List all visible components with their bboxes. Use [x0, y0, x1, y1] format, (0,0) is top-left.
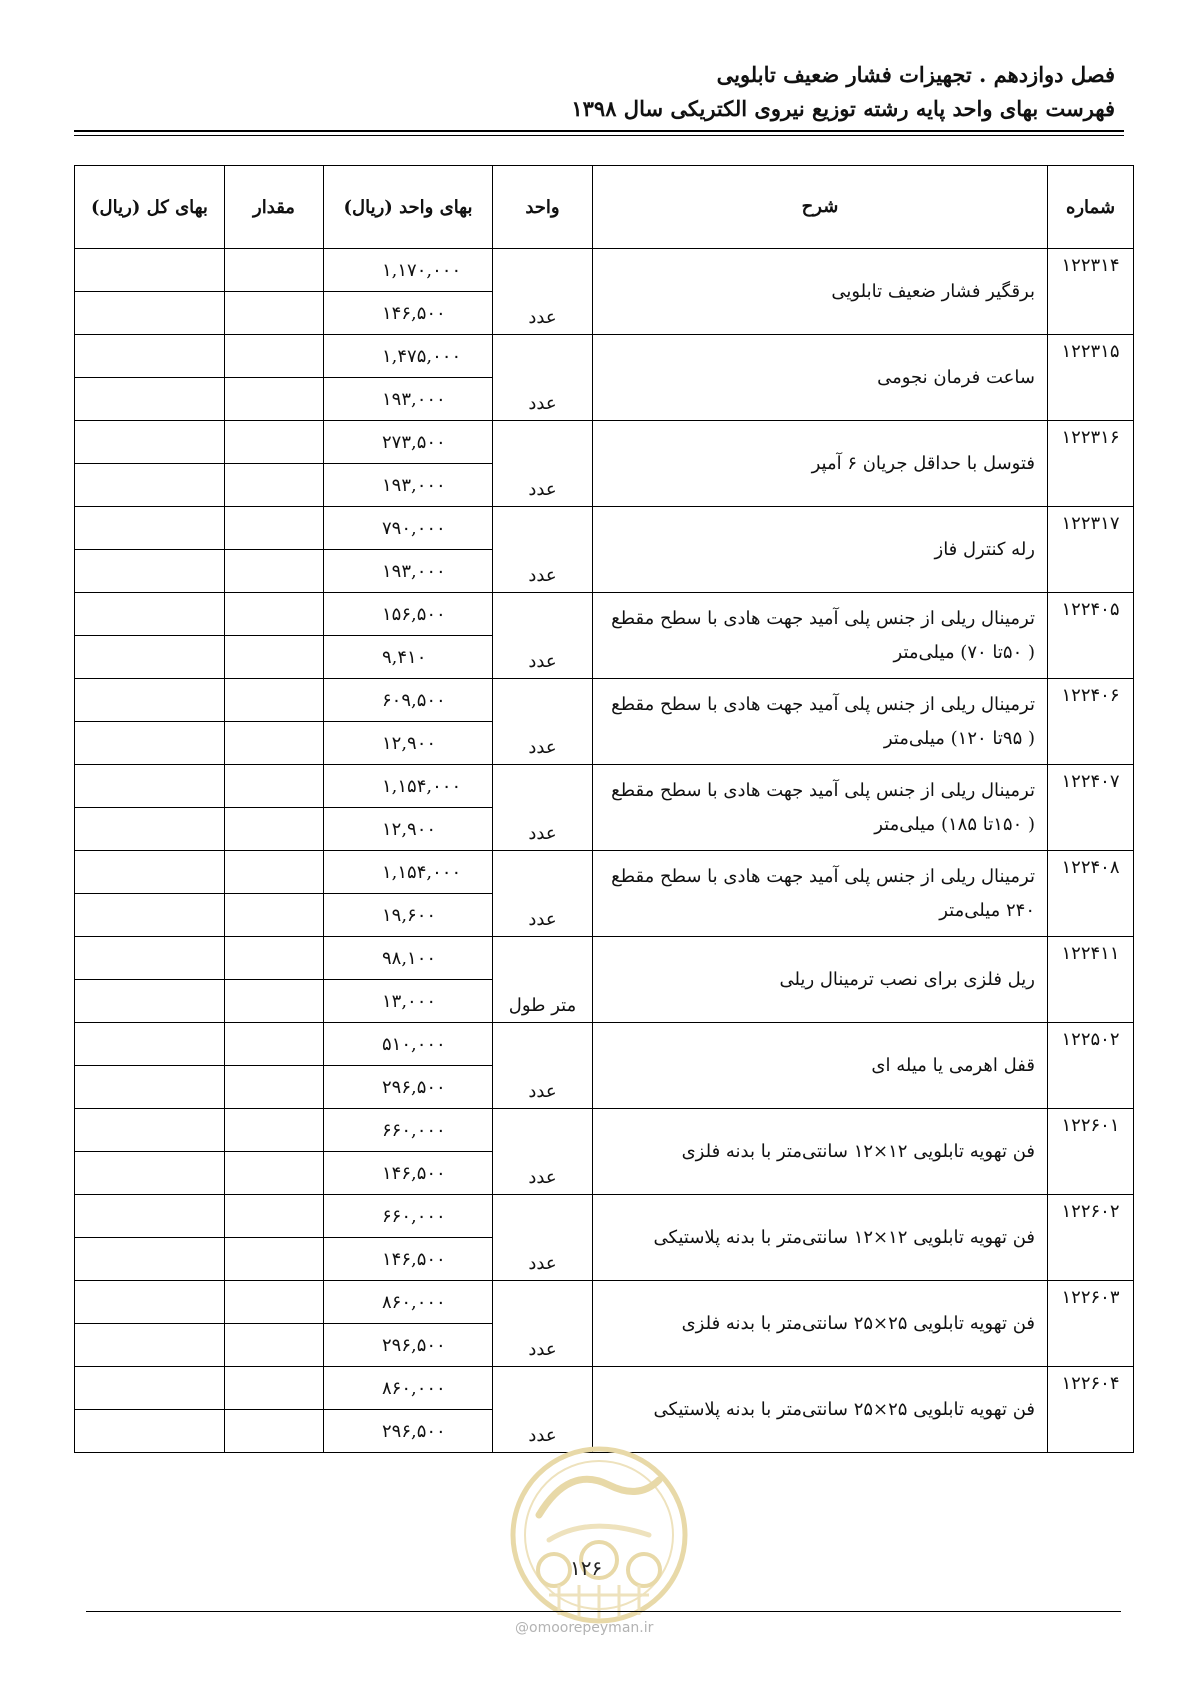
total-price-cell [75, 335, 225, 378]
item-number: ۱۲۲۶۰۱ [1048, 1109, 1134, 1195]
total-price-cell [75, 1281, 225, 1324]
total-price-cell [75, 1324, 225, 1367]
unit-price-2: ۱۴۶,۵۰۰ [324, 1238, 493, 1281]
page-number: ۱۲۶ [570, 1556, 603, 1580]
table-row [75, 1195, 1134, 1238]
col-header-quantity: مقدار [225, 166, 324, 249]
table-row [75, 851, 1134, 894]
unit-price-2: ۱۲,۹۰۰ [324, 808, 493, 851]
unit-price-2: ۱۳,۰۰۰ [324, 980, 493, 1023]
total-price-cell [75, 378, 225, 421]
item-unit: عدد [493, 249, 593, 335]
quantity-cell [225, 1324, 324, 1367]
unit-price-1: ۱,۱۷۰,۰۰۰ [324, 249, 493, 292]
quantity-cell [225, 1367, 324, 1410]
item-description: ترمینال ریلی از جنس پلی آمید جهت هادی با سطح مقطع ( ۱۵۰تا ۱۸۵) میلی‌متر [593, 765, 1048, 851]
total-price-cell [75, 636, 225, 679]
table-row [75, 1109, 1134, 1152]
total-price-cell [75, 894, 225, 937]
total-price-cell [75, 1152, 225, 1195]
total-price-cell [75, 765, 225, 808]
table-row [75, 249, 1134, 292]
quantity-cell [225, 1281, 324, 1324]
total-price-cell [75, 679, 225, 722]
total-price-cell [75, 1066, 225, 1109]
unit-price-1: ۸۶۰,۰۰۰ [324, 1367, 493, 1410]
unit-price-1: ۲۷۳,۵۰۰ [324, 421, 493, 464]
item-number: ۱۲۲۳۱۷ [1048, 507, 1134, 593]
table-row [75, 937, 1134, 980]
table-row [75, 1281, 1134, 1324]
unit-price-1: ۹۸,۱۰۰ [324, 937, 493, 980]
item-unit: عدد [493, 679, 593, 765]
item-description: ترمینال ریلی از جنس پلی آمید جهت هادی با سطح مقطع ( ۵۰تا ۷۰) میلی‌متر [593, 593, 1048, 679]
col-header-description: شرح [593, 166, 1048, 249]
unit-price-2: ۱۴۶,۵۰۰ [324, 292, 493, 335]
total-price-cell [75, 980, 225, 1023]
document-title: فهرست بهای واحد پایه رشته توزیع نیروی الکتریکی سال ۱۳۹۸ [571, 96, 1115, 121]
quantity-cell [225, 808, 324, 851]
item-description: فن تهویه تابلویی ۲۵×۲۵ سانتی‌متر با بدنه پلاستیکی [593, 1367, 1048, 1453]
quantity-cell [225, 1109, 324, 1152]
watermark-text: @omoorepeyman.ir [515, 1620, 654, 1636]
item-number: ۱۲۲۳۱۵ [1048, 335, 1134, 421]
footer-rule [86, 1611, 1121, 1612]
price-table [74, 165, 1134, 1453]
table-body [75, 249, 1134, 1453]
item-number: ۱۲۲۶۰۳ [1048, 1281, 1134, 1367]
quantity-cell [225, 550, 324, 593]
item-unit: عدد [493, 507, 593, 593]
quantity-cell [225, 679, 324, 722]
item-description: قفل اهرمی یا میله ای [593, 1023, 1048, 1109]
quantity-cell [225, 292, 324, 335]
quantity-cell [225, 378, 324, 421]
quantity-cell [225, 507, 324, 550]
quantity-cell [225, 722, 324, 765]
header-rule-thick [74, 130, 1124, 132]
item-number: ۱۲۲۵۰۲ [1048, 1023, 1134, 1109]
total-price-cell [75, 550, 225, 593]
unit-price-2: ۱۲,۹۰۰ [324, 722, 493, 765]
unit-price-1: ۱,۱۵۴,۰۰۰ [324, 851, 493, 894]
item-description: فن تهویه تابلویی ۱۲×۱۲ سانتی‌متر با بدنه فلزی [593, 1109, 1048, 1195]
item-description: رله کنترل فاز [593, 507, 1048, 593]
unit-price-2: ۱۹۳,۰۰۰ [324, 378, 493, 421]
unit-price-1: ۷۹۰,۰۰۰ [324, 507, 493, 550]
unit-price-1: ۵۱۰,۰۰۰ [324, 1023, 493, 1066]
item-description: ترمینال ریلی از جنس پلی آمید جهت هادی با سطح مقطع ( ۹۵تا ۱۲۰) میلی‌متر [593, 679, 1048, 765]
unit-price-2: ۲۹۶,۵۰۰ [324, 1324, 493, 1367]
unit-price-2: ۱۴۶,۵۰۰ [324, 1152, 493, 1195]
quantity-cell [225, 765, 324, 808]
item-description: فن تهویه تابلویی ۱۲×۱۲ سانتی‌متر با بدنه پلاستیکی [593, 1195, 1048, 1281]
total-price-cell [75, 937, 225, 980]
unit-price-1: ۱,۱۵۴,۰۰۰ [324, 765, 493, 808]
item-number: ۱۲۲۳۱۴ [1048, 249, 1134, 335]
total-price-cell [75, 851, 225, 894]
table-row [75, 335, 1134, 378]
unit-price-1: ۶۰۹,۵۰۰ [324, 679, 493, 722]
total-price-cell [75, 808, 225, 851]
unit-price-1: ۱,۴۷۵,۰۰۰ [324, 335, 493, 378]
total-price-cell [75, 464, 225, 507]
item-description: فن تهویه تابلویی ۲۵×۲۵ سانتی‌متر با بدنه فلزی [593, 1281, 1048, 1367]
quantity-cell [225, 421, 324, 464]
table-header-row [75, 166, 1134, 249]
item-description: برقگیر فشار ضعیف تابلویی [593, 249, 1048, 335]
item-unit: عدد [493, 851, 593, 937]
quantity-cell [225, 851, 324, 894]
item-number: ۱۲۲۴۰۶ [1048, 679, 1134, 765]
item-description: ریل فلزی برای نصب ترمینال ریلی [593, 937, 1048, 1023]
total-price-cell [75, 1109, 225, 1152]
quantity-cell [225, 1238, 324, 1281]
total-price-cell [75, 249, 225, 292]
item-number: ۱۲۲۴۰۵ [1048, 593, 1134, 679]
table-row [75, 507, 1134, 550]
page-header [65, 58, 1115, 126]
total-price-cell [75, 421, 225, 464]
unit-price-1: ۶۶۰,۰۰۰ [324, 1109, 493, 1152]
total-price-cell [75, 292, 225, 335]
item-number: ۱۲۲۴۱۱ [1048, 937, 1134, 1023]
quantity-cell [225, 980, 324, 1023]
item-description: ترمینال ریلی از جنس پلی آمید جهت هادی با سطح مقطع ۲۴۰ میلی‌متر [593, 851, 1048, 937]
unit-price-2: ۲۹۶,۵۰۰ [324, 1066, 493, 1109]
quantity-cell [225, 894, 324, 937]
col-header-total-price: بهای کل (ریال) [75, 166, 225, 249]
col-header-unit: واحد [493, 166, 593, 249]
total-price-cell [75, 1023, 225, 1066]
item-unit: عدد [493, 1023, 593, 1109]
unit-price-1: ۱۵۶,۵۰۰ [324, 593, 493, 636]
quantity-cell [225, 1066, 324, 1109]
item-unit: عدد [493, 1195, 593, 1281]
item-unit: عدد [493, 335, 593, 421]
item-unit: عدد [493, 593, 593, 679]
quantity-cell [225, 1023, 324, 1066]
col-header-number: شماره [1048, 166, 1134, 249]
chapter-title: فصل دوازدهم . تجهیزات فشار ضعیف تابلویی [716, 62, 1115, 87]
total-price-cell [75, 1410, 225, 1453]
quantity-cell [225, 1195, 324, 1238]
table-row [75, 679, 1134, 722]
unit-price-2: ۱۹۳,۰۰۰ [324, 550, 493, 593]
header-rule-thin [74, 135, 1124, 136]
total-price-cell [75, 593, 225, 636]
quantity-cell [225, 937, 324, 980]
table-row [75, 421, 1134, 464]
total-price-cell [75, 1367, 225, 1410]
quantity-cell [225, 464, 324, 507]
item-unit: عدد [493, 1281, 593, 1367]
table-row [75, 593, 1134, 636]
unit-price-2: ۱۹,۶۰۰ [324, 894, 493, 937]
item-description: ساعت فرمان نجومی [593, 335, 1048, 421]
item-number: ۱۲۲۳۱۶ [1048, 421, 1134, 507]
unit-price-2: ۹,۴۱۰ [324, 636, 493, 679]
item-unit: عدد [493, 421, 593, 507]
table-row [75, 765, 1134, 808]
item-unit: متر طول [493, 937, 593, 1023]
quantity-cell [225, 335, 324, 378]
total-price-cell [75, 1195, 225, 1238]
unit-price-1: ۸۶۰,۰۰۰ [324, 1281, 493, 1324]
unit-price-2: ۲۹۶,۵۰۰ [324, 1410, 493, 1453]
item-unit: عدد [493, 1109, 593, 1195]
item-number: ۱۲۲۴۰۸ [1048, 851, 1134, 937]
total-price-cell [75, 722, 225, 765]
table-row [75, 1367, 1134, 1410]
item-number: ۱۲۲۴۰۷ [1048, 765, 1134, 851]
total-price-cell [75, 507, 225, 550]
item-number: ۱۲۲۶۰۴ [1048, 1367, 1134, 1453]
quantity-cell [225, 593, 324, 636]
col-header-unit-price: بهای واحد (ریال) [324, 166, 493, 249]
quantity-cell [225, 1152, 324, 1195]
table-row [75, 1023, 1134, 1066]
quantity-cell [225, 249, 324, 292]
item-unit: عدد [493, 765, 593, 851]
unit-price-2: ۱۹۳,۰۰۰ [324, 464, 493, 507]
total-price-cell [75, 1238, 225, 1281]
item-description: فتوسل با حداقل جریان ۶ آمپر [593, 421, 1048, 507]
quantity-cell [225, 636, 324, 679]
quantity-cell [225, 1410, 324, 1453]
item-number: ۱۲۲۶۰۲ [1048, 1195, 1134, 1281]
seal-logo-icon [509, 1445, 689, 1625]
item-unit: عدد [493, 1367, 593, 1453]
unit-price-1: ۶۶۰,۰۰۰ [324, 1195, 493, 1238]
